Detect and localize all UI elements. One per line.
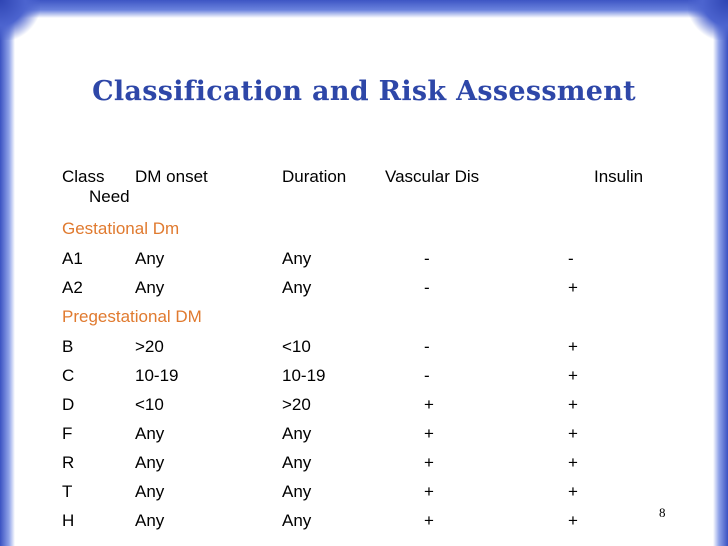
header-vascular-dis: Vascular Dis	[385, 167, 480, 186]
header-insulin-need: Need	[89, 187, 130, 206]
table-row	[0, 424, 728, 453]
cell-duration: >20	[282, 395, 311, 414]
page-number: 8	[659, 505, 666, 520]
cell-insulin-need: +	[568, 366, 578, 385]
header-dm-onset: DM onset	[135, 167, 208, 186]
cell-class: F	[62, 424, 73, 443]
cell-duration: Any	[282, 453, 312, 472]
cell-insulin-need: +	[568, 453, 578, 472]
cell-duration: <10	[282, 337, 311, 356]
section-pregestational: Pregestational DM	[62, 307, 202, 326]
cell-duration: 10-19	[282, 366, 326, 385]
slide-title: Classification and Risk Assessment	[92, 76, 636, 107]
table-row	[0, 366, 728, 395]
cell-dm-onset: Any	[135, 278, 165, 297]
cell-insulin-need: +	[568, 395, 578, 414]
cell-class: T	[62, 482, 73, 501]
table-row	[0, 453, 728, 482]
cell-insulin-need: +	[568, 482, 578, 501]
cell-class: H	[62, 511, 75, 530]
header-duration: Duration	[282, 167, 347, 186]
cell-vascular-dis: +	[424, 424, 434, 443]
section-gestational: Gestational Dm	[62, 219, 180, 238]
table-row	[0, 337, 728, 366]
cell-duration: Any	[282, 511, 312, 530]
cell-vascular-dis: +	[424, 482, 434, 501]
header-insulin: Insulin	[594, 167, 644, 186]
cell-vascular-dis: -	[424, 249, 430, 268]
cell-dm-onset: Any	[135, 249, 165, 268]
cell-class: D	[62, 395, 75, 414]
cell-vascular-dis: -	[424, 278, 430, 297]
header-class: Class	[62, 167, 105, 186]
cell-insulin-need: +	[568, 278, 578, 297]
cell-duration: Any	[282, 424, 312, 443]
cell-class: A1	[62, 249, 83, 268]
table-row	[0, 249, 728, 278]
cell-vascular-dis: +	[424, 395, 434, 414]
cell-class: B	[62, 337, 74, 356]
cell-insulin-need: -	[568, 249, 574, 268]
cell-insulin-need: +	[568, 424, 578, 443]
cell-insulin-need: +	[568, 337, 578, 356]
cell-dm-onset: <10	[135, 395, 164, 414]
table-row	[0, 278, 728, 307]
table-row	[0, 482, 728, 511]
cell-dm-onset: Any	[135, 511, 165, 530]
cell-vascular-dis: -	[424, 366, 430, 385]
cell-insulin-need: +	[568, 511, 578, 530]
cell-duration: Any	[282, 278, 312, 297]
cell-class: R	[62, 453, 75, 472]
cell-dm-onset: 10-19	[135, 366, 179, 385]
cell-class: C	[62, 366, 75, 385]
cell-dm-onset: Any	[135, 424, 165, 443]
slide-frame-corner-right	[688, 0, 728, 40]
cell-duration: Any	[282, 482, 312, 501]
cell-class: A2	[62, 278, 83, 297]
cell-vascular-dis: +	[424, 453, 434, 472]
slide-frame-top	[0, 0, 728, 18]
slide-frame-corner-left	[0, 0, 40, 40]
cell-dm-onset: Any	[135, 482, 165, 501]
cell-dm-onset: >20	[135, 337, 164, 356]
cell-duration: Any	[282, 249, 312, 268]
cell-vascular-dis: +	[424, 511, 434, 530]
table-row	[0, 395, 728, 424]
cell-vascular-dis: -	[424, 337, 430, 356]
cell-dm-onset: Any	[135, 453, 165, 472]
table-row	[0, 511, 728, 540]
